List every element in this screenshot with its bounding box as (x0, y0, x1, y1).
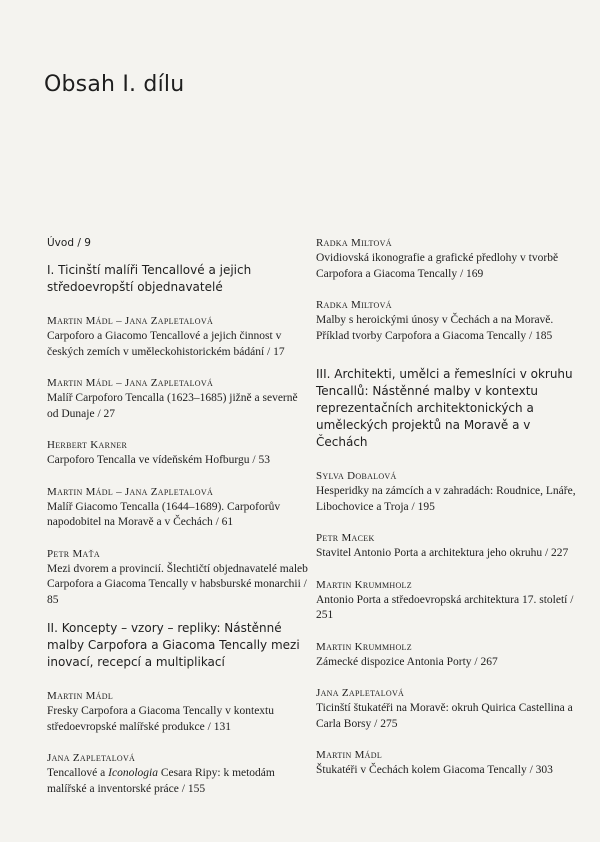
entry-title: Fresky Carpofora a Giacoma Tencally v kontextu středoevropské malířské produkce / 131 (47, 705, 274, 733)
entry-title: Stavitel Antonio Porta a architektura jeho okruhu / 227 (316, 547, 569, 559)
toc-entry (316, 469, 578, 515)
toc-entry (316, 578, 578, 624)
toc-entry (316, 686, 578, 732)
toc-left-column (47, 236, 309, 813)
entry-title: Malby s heroickými únosy v Čechách a na Moravě. Příklad tvorby Carpofora a Giacoma Tencally / 185 (316, 314, 554, 342)
entry-title: Carpoforo Tencalla ve vídeňském Hofburgu / 53 (47, 454, 270, 466)
entry-title: Malíř Carpoforo Tencalla (1623–1685) jižně a severně od Dunaje / 27 (47, 392, 298, 420)
toc-entry (316, 236, 578, 282)
toc-intro: Úvod / 9 (47, 237, 91, 249)
entry-author: Martin Krummholz (316, 578, 412, 591)
entry-author: Jana Zapletalová (47, 752, 136, 764)
entry-author: Martin Mádl (316, 749, 383, 761)
toc-entry (316, 640, 578, 671)
section-heading-3: III. Architekti, umělci a řemeslníci v okruhu Tencallů: Nástěnné malby v kontextu reprezentačních architektonických a uměleckých projektů na Moravě a v Čechách (316, 367, 573, 449)
entry-author: Herbert Karner (47, 439, 128, 451)
entry-title-part: Cesara Ripy: k metodám malířské a inventorské práce / 155 (47, 767, 275, 795)
toc-entry (47, 376, 309, 422)
toc-entry (47, 438, 309, 469)
entry-title: Antonio Porta a středoevropská architektura 17. století / 251 (316, 593, 574, 621)
toc-entry (47, 751, 309, 797)
toc-entry (47, 689, 309, 735)
entry-title (47, 766, 309, 797)
page-title: Obsah I. dílu (44, 72, 185, 97)
entry-author: Radka Miltová (316, 237, 392, 249)
entry-title: Štukatéři v Čechách kolem Giacoma Tencally / 303 (316, 764, 553, 776)
entry-author: Martin Krummholz (316, 640, 412, 653)
section-heading-1: I. Ticinští malíři Tencallové a jejich středoevropští objednavatelé (47, 263, 252, 294)
entry-author: Petr Macek (316, 532, 375, 544)
entry-author: Petr Maťa (47, 547, 100, 560)
entry-title: Malíř Giacomo Tencalla (1644–1689). Carpoforův napodobitel na Moravě a v Čechách / 61 (47, 500, 281, 528)
entry-author: Jana Zapletalová (316, 687, 405, 699)
toc-entry (316, 531, 578, 562)
toc-entry (316, 748, 578, 779)
entry-title: Zámecké dispozice Antonia Porty / 267 (316, 655, 498, 668)
entry-title-part: Tencallové a (47, 767, 109, 779)
entry-author: Sylva Dobalová (316, 470, 397, 482)
toc-entry (47, 485, 309, 531)
entry-author: Radka Miltová (316, 299, 392, 311)
entry-author: Martin Mádl (47, 690, 114, 702)
toc-entry (47, 547, 309, 609)
entry-title: Hesperidky na zámcích a v zahradách: Roudnice, Lnáře, Libochovice a Troja / 195 (316, 485, 576, 513)
entry-title-italic: Iconologia (108, 767, 158, 779)
section-heading-2: II. Koncepty – vzory – repliky: Nástěnné malby Carpofora a Giacoma Tencally mezi inovací, recepcí a multiplikací (47, 621, 300, 669)
toc-entry (47, 314, 309, 360)
entry-author: Martin Mádl – Jana Zapletalová (47, 377, 214, 389)
entry-title: Ticinští štukatéři na Moravě: okruh Quirica Castellina a Carla Borsy / 275 (316, 702, 573, 730)
toc-entry (316, 298, 578, 344)
entry-title: Mezi dvorem a provincií. Šlechtičtí objednavatelé maleb Carpofora a Giacoma Tencally v habsburské monarchii / 85 (47, 562, 308, 606)
entry-title: Ovidiovská ikonografie a grafické předlohy v tvorbě Carpofora a Giacoma Tencally / 169 (316, 252, 559, 280)
entry-author: Martin Mádl – Jana Zapletalová (47, 485, 214, 498)
entry-title: Carpoforo a Giacomo Tencallové a jejich činnost v českých zemích v uměleckohistorickém bádání / 17 (47, 330, 285, 358)
entry-author: Martin Mádl – Jana Zapletalová (47, 315, 214, 327)
toc-right-column (316, 236, 578, 795)
